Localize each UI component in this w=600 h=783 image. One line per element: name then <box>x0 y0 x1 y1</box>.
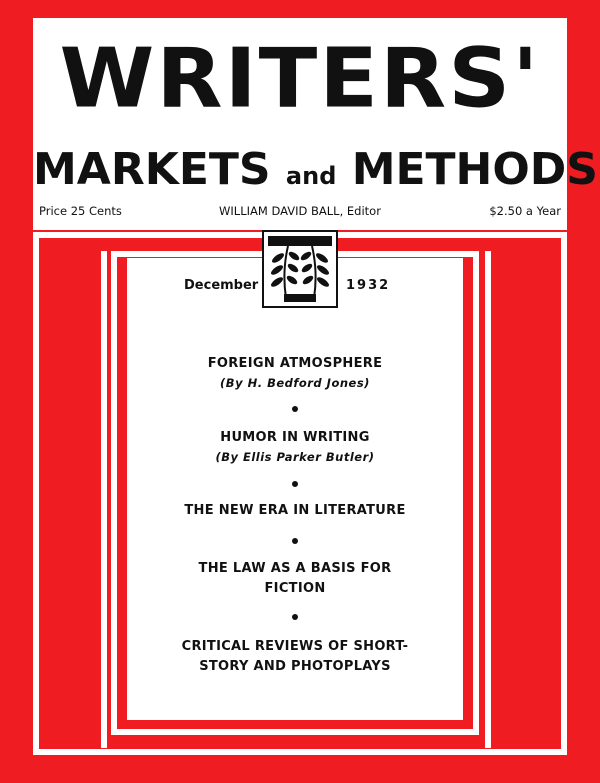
left-stripe <box>101 251 107 748</box>
magazine-title-line2 <box>33 144 598 200</box>
masthead <box>33 18 598 230</box>
article-2-title: HUMOR IN WRITING <box>220 430 370 445</box>
article-1-title: FOREIGN ATMOSPHERE <box>207 356 383 371</box>
price-text: Price 25 Cents <box>39 204 122 218</box>
magazine-title-line1: WRITERS' <box>59 31 541 127</box>
article-4-title-line1: THE LAW AS A BASIS FOR <box>198 561 392 576</box>
title-markets: MARKETS <box>33 144 271 195</box>
article-2 <box>127 428 463 466</box>
article-4 <box>127 559 463 599</box>
article-4-title-line2: FICTION <box>264 581 326 596</box>
editor-text: WILLIAM DAVID BALL, Editor <box>219 204 381 218</box>
article-3-title: THE NEW ERA IN LITERATURE <box>184 503 406 518</box>
article-3 <box>127 501 463 521</box>
yearly-price-text: $2.50 a Year <box>489 204 561 218</box>
title-and: and <box>285 162 337 190</box>
issue-month: December <box>184 278 259 293</box>
article-5-title-line1: CRITICAL REVIEWS OF SHORT- <box>181 639 409 654</box>
right-stripe <box>485 251 491 748</box>
bullet-dot-icon <box>292 406 298 412</box>
issue-year: 1932 <box>346 278 391 293</box>
bullet-dot-icon <box>292 481 298 487</box>
title-methods: METHODS <box>351 144 598 195</box>
article-5-title-line2: STORY AND PHOTOPLAYS <box>199 659 391 674</box>
article-1-byline: (By H. Bedford Jones) <box>220 376 370 390</box>
bullet-dot-icon <box>292 538 298 544</box>
article-2-byline: (By Ellis Parker Butler) <box>215 450 375 464</box>
article-5 <box>127 637 463 677</box>
article-1 <box>127 354 463 392</box>
bullet-dot-icon <box>292 614 298 620</box>
laurel-logo-icon <box>262 230 338 308</box>
